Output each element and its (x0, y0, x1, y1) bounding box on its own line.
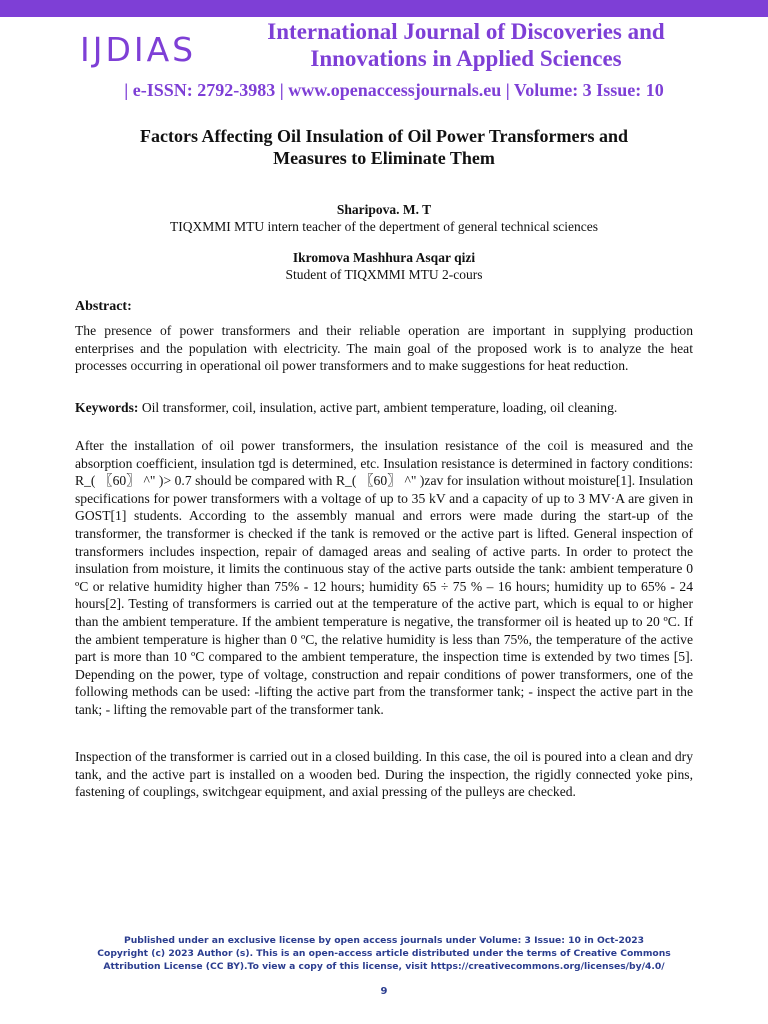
footer-line-3: Attribution License (CC BY).To view a copy of this license, visit https://creativecommons.org/licenses/by/4.0/ (103, 961, 665, 972)
keywords-label: Keywords: (75, 400, 139, 415)
license-footer (60, 934, 708, 973)
body-paragraph-1: After the installation of oil power transformers, the insulation resistance of the coil is measured and the absorption coefficient, insulation tgd is determined, etc. Insulation resistance is determined in factory conditions: R_( 〖60〗 ^" )> 0.7 should be compared with R_( 〖60〗 ^" )zav for insulation without moisture[1]. Insulation specifications for power transformers with a voltage of up to 35 kV and a capacity of up to 3 MV·A are given in GOST[1] students. According to the assembly manual and errors were made during the start-up of the transformer, the transformer is checked if the tank is removed or the active part is lifted. General inspection of transformers includes inspection, repair of damaged areas and sealing of active parts. In order to protect the insulation from moisture, it limits the continuous stay of the active parts outside the tank: ambient temperature 0 ºC or relative humidity higher than 75% - 12 hours; humidity 65 ÷ 75 % – 16 hours; humidity up to 65% - 24 hours[2]. Testing of transformers is carried out at the temperature of the active part, which is equal to or higher than the ambient temperature. If the ambient temperature is negative, the transformer oil is heated up to 20 ºC. If the ambient temperature is higher than 0 ºC, the relative humidity is less than 75%, the temperature of the active part is more than 10 ºC compared to the ambient temperature, the inspection time is extended by two times [5]. Depending on the power, type of voltage, construction and repair conditions of power transformers, one of the following methods can be used: -lifting the active part from the transformer tank; - inspect the active part in the tank; - lifting the removable part of the transformer tank. (75, 438, 693, 717)
journal-logo: IJDIAS (80, 30, 197, 69)
footer-line-2: Copyright (c) 2023 Author (s). This is an open-access article distributed under the terms of Creative Commons (97, 948, 671, 959)
author-name: Sharipova. M. T (336, 202, 432, 217)
journal-title (236, 18, 696, 72)
author-block-2 (75, 249, 693, 283)
abstract-heading: Abstract: (75, 299, 132, 314)
keywords-line (75, 399, 715, 416)
journal-title-line-1: International Journal of Discoveries and (267, 19, 665, 44)
article-title-line-1: Factors Affecting Oil Insulation of Oil Power Transformers and (140, 126, 628, 146)
author-affiliation: TIQXMMI MTU intern teacher of the depertment of general technical sciences (169, 219, 599, 234)
article-title-line-2: Measures to Eliminate Them (273, 148, 495, 168)
header-color-bar (0, 0, 768, 17)
abstract-text: The presence of power transformers and their reliable operation are important in supplying production enterprises and the population with electricity. The main goal of the proposed work is to analyze the heat processes occurring in operational oil power transformers and to make suggestions for heat reduction. (75, 323, 693, 374)
author-block-1 (75, 201, 693, 235)
author-affiliation: Student of TIQXMMI MTU 2-cours (285, 267, 483, 282)
page-number: 9 (380, 986, 388, 997)
body-paragraph-2: Inspection of the transformer is carried out in a closed building. In this case, the oil is poured into a clean and dry tank, and the active part is installed on a wooden bed. During the inspection, the rigidly connected yoke pins, fastening of couplings, switchgear equipment, and axial pressing of the pulleys are checked. (75, 749, 693, 800)
footer-line-1: Published under an exclusive license by open access journals under Volume: 3 Issue: 10 in Oct-2023 (123, 935, 645, 946)
issn-volume-line: | e-ISSN: 2792-3983 | www.openaccessjournals.eu | Volume: 3 Issue: 10 (124, 80, 664, 100)
journal-title-line-2: Innovations in Applied Sciences (310, 46, 622, 71)
keywords-text: Oil transformer, coil, insulation, active part, ambient temperature, loading, oil cleaning. (138, 400, 618, 415)
article-title (75, 125, 693, 169)
author-name: Ikromova Mashhura Asqar qizi (292, 250, 476, 265)
